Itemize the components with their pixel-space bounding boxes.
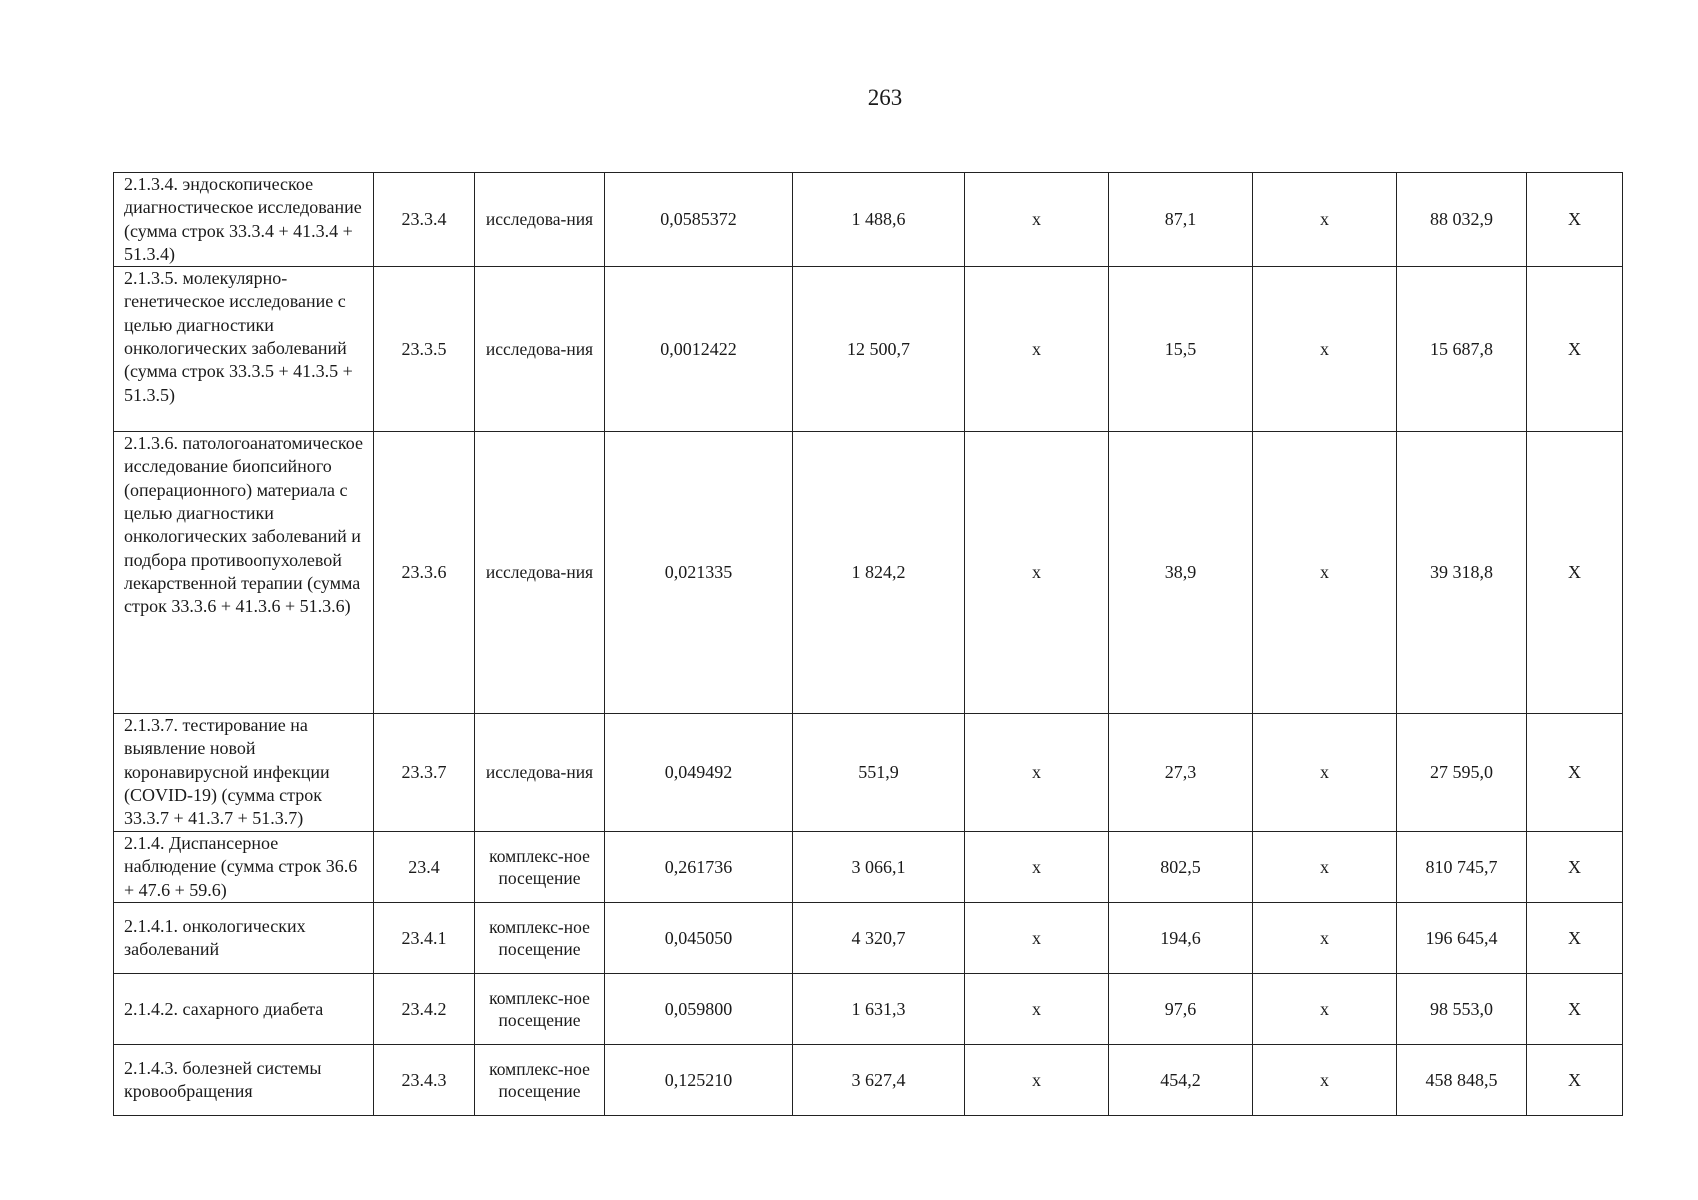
- row-col6-cell: х: [965, 832, 1109, 903]
- row-col6-cell: х: [965, 432, 1109, 714]
- row-cost-cell: 12 500,7: [793, 267, 965, 432]
- row-col6-cell: х: [965, 974, 1109, 1045]
- row-unit-cell: исследова-ния: [475, 432, 605, 714]
- table-row: [114, 903, 1623, 974]
- row-col7-cell: 454,2: [1109, 1045, 1253, 1116]
- row-col9-cell: 98 553,0: [1397, 974, 1527, 1045]
- row-col8-cell: х: [1253, 714, 1397, 832]
- row-code-cell: 23.3.6: [374, 432, 475, 714]
- row-col9-cell: 27 595,0: [1397, 714, 1527, 832]
- row-cost-cell: 1 488,6: [793, 173, 965, 267]
- row-col10-cell: Х: [1527, 432, 1623, 714]
- row-unit-cell: комплекс-ное посещение: [475, 1045, 605, 1116]
- row-code-cell: 23.4.3: [374, 1045, 475, 1116]
- row-col8-cell: х: [1253, 974, 1397, 1045]
- row-col8-cell: х: [1253, 432, 1397, 714]
- row-name-cell: 2.1.3.6. патологоанатомическое исследование биопсийного (операционного) материала с целью диагностики онкологических заболеваний и подбора противоопухолевой лекарственной терапии (сумма строк 33.3.6 + 41.3.6 + 51.3.6): [114, 432, 374, 714]
- row-norm-cell: 0,045050: [605, 903, 793, 974]
- row-col8-cell: х: [1253, 903, 1397, 974]
- row-col7-cell: 802,5: [1109, 832, 1253, 903]
- data-table: [113, 172, 1623, 1116]
- row-unit-cell: исследова-ния: [475, 173, 605, 267]
- row-col8-cell: х: [1253, 1045, 1397, 1116]
- row-unit-cell: исследова-ния: [475, 267, 605, 432]
- row-col10-cell: Х: [1527, 903, 1623, 974]
- row-cost-cell: 1 824,2: [793, 432, 965, 714]
- row-code-cell: 23.3.7: [374, 714, 475, 832]
- row-col10-cell: Х: [1527, 974, 1623, 1045]
- row-col7-cell: 194,6: [1109, 903, 1253, 974]
- row-name-cell: 2.1.4.3. болезней системы кровообращения: [114, 1045, 374, 1116]
- table-row: [114, 1045, 1623, 1116]
- row-col8-cell: х: [1253, 267, 1397, 432]
- row-col8-cell: х: [1253, 832, 1397, 903]
- row-norm-cell: 0,0012422: [605, 267, 793, 432]
- row-col9-cell: 39 318,8: [1397, 432, 1527, 714]
- row-cost-cell: 1 631,3: [793, 974, 965, 1045]
- row-col9-cell: 458 848,5: [1397, 1045, 1527, 1116]
- row-name-cell: 2.1.4.1. онкологических заболеваний: [114, 903, 374, 974]
- table-row: [114, 974, 1623, 1045]
- row-col9-cell: 15 687,8: [1397, 267, 1527, 432]
- row-col7-cell: 27,3: [1109, 714, 1253, 832]
- row-cost-cell: 551,9: [793, 714, 965, 832]
- row-col7-cell: 38,9: [1109, 432, 1253, 714]
- row-cost-cell: 4 320,7: [793, 903, 965, 974]
- row-code-cell: 23.3.4: [374, 173, 475, 267]
- row-unit-cell: комплекс-ное посещение: [475, 903, 605, 974]
- row-norm-cell: 0,261736: [605, 832, 793, 903]
- row-norm-cell: 0,0585372: [605, 173, 793, 267]
- row-unit-cell: комплекс-ное посещение: [475, 832, 605, 903]
- row-cost-cell: 3 627,4: [793, 1045, 965, 1116]
- row-col10-cell: Х: [1527, 173, 1623, 267]
- row-norm-cell: 0,021335: [605, 432, 793, 714]
- row-norm-cell: 0,049492: [605, 714, 793, 832]
- row-col9-cell: 88 032,9: [1397, 173, 1527, 267]
- row-col6-cell: х: [965, 267, 1109, 432]
- table-row: [114, 173, 1623, 267]
- page-number: 263: [867, 85, 903, 110]
- row-col6-cell: х: [965, 1045, 1109, 1116]
- row-unit-cell: исследова-ния: [475, 714, 605, 832]
- row-col7-cell: 87,1: [1109, 173, 1253, 267]
- row-name-cell: 2.1.3.5. молекулярно-генетическое исследование с целью диагностики онкологических заболеваний (сумма строк 33.3.5 + 41.3.5 + 51.3.5): [114, 267, 374, 432]
- row-name-cell: 2.1.3.4. эндоскопическое диагностическое исследование (сумма строк 33.3.4 + 41.3.4 + 51.3.4): [114, 173, 374, 267]
- row-col6-cell: х: [965, 714, 1109, 832]
- table-row: [114, 267, 1623, 432]
- row-col7-cell: 97,6: [1109, 974, 1253, 1045]
- table-row: [114, 432, 1623, 714]
- row-name-cell: 2.1.4. Диспансерное наблюдение (сумма строк 36.6 + 47.6 + 59.6): [114, 832, 374, 903]
- row-name-cell: 2.1.4.2. сахарного диабета: [114, 974, 374, 1045]
- table-row: [114, 832, 1623, 903]
- row-col10-cell: Х: [1527, 832, 1623, 903]
- row-code-cell: 23.4.2: [374, 974, 475, 1045]
- row-code-cell: 23.4: [374, 832, 475, 903]
- row-col10-cell: Х: [1527, 1045, 1623, 1116]
- row-unit-cell: комплекс-ное посещение: [475, 974, 605, 1045]
- row-col9-cell: 810 745,7: [1397, 832, 1527, 903]
- row-norm-cell: 0,059800: [605, 974, 793, 1045]
- row-col10-cell: Х: [1527, 714, 1623, 832]
- row-col6-cell: х: [965, 173, 1109, 267]
- row-norm-cell: 0,125210: [605, 1045, 793, 1116]
- row-cost-cell: 3 066,1: [793, 832, 965, 903]
- row-col9-cell: 196 645,4: [1397, 903, 1527, 974]
- row-col6-cell: х: [965, 903, 1109, 974]
- table-row: [114, 714, 1623, 832]
- row-col7-cell: 15,5: [1109, 267, 1253, 432]
- row-name-cell: 2.1.3.7. тестирование на выявление новой коронавирусной инфекции (COVID-19) (сумма строк 33.3.7 + 41.3.7 + 51.3.7): [114, 714, 374, 832]
- row-code-cell: 23.3.5: [374, 267, 475, 432]
- row-col8-cell: х: [1253, 173, 1397, 267]
- row-col10-cell: Х: [1527, 267, 1623, 432]
- row-code-cell: 23.4.1: [374, 903, 475, 974]
